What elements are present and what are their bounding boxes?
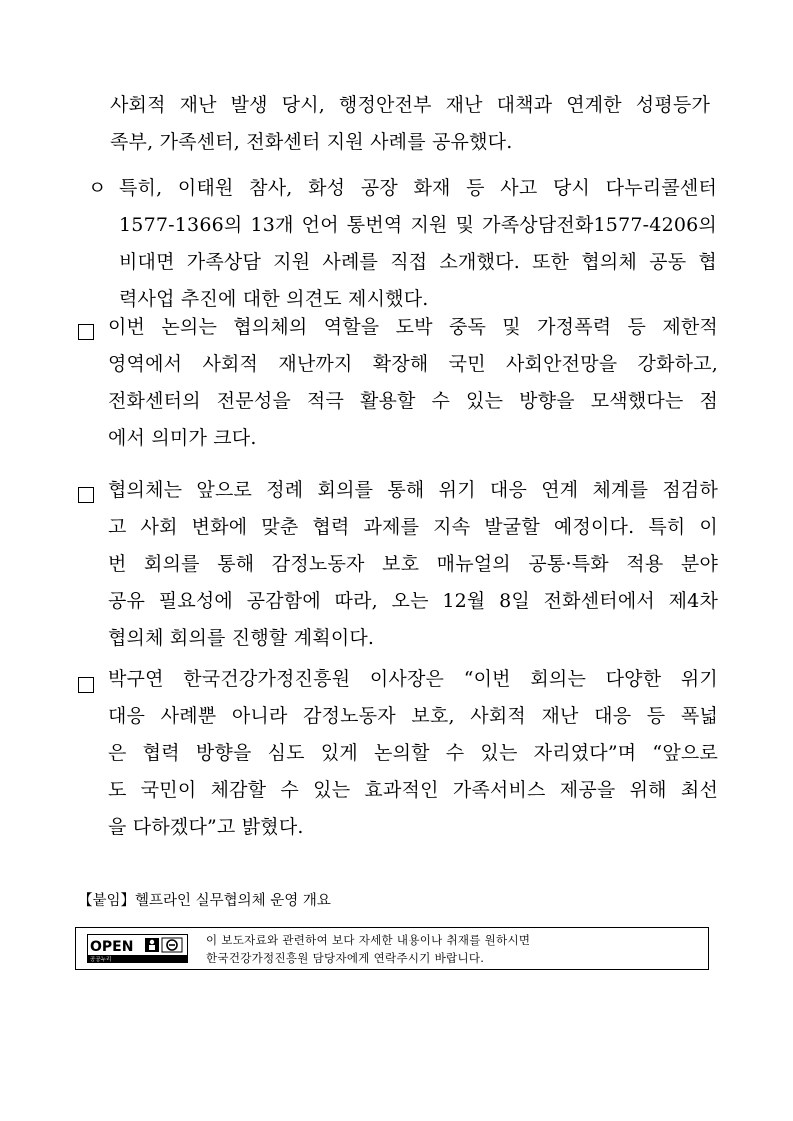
paragraph-continuation <box>110 87 710 161</box>
notice-text <box>206 931 530 967</box>
checkbox-square-marker <box>78 669 94 706</box>
text-line: 에서 의미가 크다. <box>108 427 257 449</box>
paragraph-future-plans <box>108 472 718 657</box>
paragraph-chairman-quote <box>108 661 718 846</box>
notice-line: 한국건강가정진흥원 담당자에게 연락주시기 바랍니다. <box>206 951 485 965</box>
text-line: 도 국민이 체감할 수 있는 효과적인 가족서비스 제공을 위해 최선 <box>108 779 718 801</box>
logo-subtext: 공공누리 <box>90 957 112 963</box>
text-line: 고 사회 변화에 맞춘 협력 과제를 지속 발굴할 예정이다. 특히 이 <box>108 516 718 538</box>
paragraph-significance <box>108 309 718 457</box>
text-line: 사회적 재난 발생 당시, 행정안전부 재난 대책과 연계한 성평등가 <box>110 94 710 116</box>
text-line: 협의체 회의를 진행할 계획이다. <box>108 627 375 649</box>
text-line: 영역에서 사회적 재난까지 확장해 국민 사회안전망을 강화하고, <box>108 353 718 375</box>
kogl-open-license-logo <box>87 934 188 963</box>
text-line: 족부, 가족센터, 전화센터 지원 사례를 공유했다. <box>110 131 513 153</box>
checkbox-square-marker <box>78 316 94 353</box>
checkbox-square-marker <box>78 479 94 516</box>
text-line: 번 회의를 통해 감정노동자 보호 매뉴얼의 공통·특화 적용 분야 <box>108 553 718 575</box>
text-line: 이번 논의는 협의체의 역할을 도박 중독 및 가정폭력 등 제한적 <box>108 316 718 338</box>
circle-bullet-marker: ㅇ <box>88 177 107 199</box>
logo-text: OPEN <box>90 939 134 955</box>
text-line: 비대면 가족상담 지원 사례를 직접 소개했다. 또한 협의체 공동 협 <box>119 251 717 273</box>
text-line: 은 협력 방향을 심도 있게 논의할 수 있는 자리였다”며 “앞으로 <box>108 742 718 764</box>
text-line: 전화센터의 전문성을 적극 활용할 수 있는 방향을 모색했다는 점 <box>108 390 718 412</box>
paragraph-incident-support <box>119 170 717 318</box>
text-line: 을 다하겠다”고 밝혔다. <box>108 816 304 838</box>
attachment-label: 【붙임】헬프라인 실무협의체 운영 개요 <box>78 893 331 909</box>
text-line: 1577-1366의 13개 언어 통번역 지원 및 가족상담전화1577-4206의 <box>119 214 717 236</box>
text-line: 박구연 한국건강가정진흥원 이사장은 “이번 회의는 다양한 위기 <box>108 668 718 690</box>
text-line: 협의체는 앞으로 정례 회의를 통해 위기 대응 연계 체계를 점검하 <box>108 479 718 501</box>
notice-line: 이 보도자료와 관련하여 보다 자세한 내용이나 취재를 원하시면 <box>206 933 531 947</box>
text-line: 력사업 추진에 대한 의견도 제시했다. <box>119 288 429 310</box>
text-line: 대응 사례뿐 아니라 감정노동자 보호, 사회적 재난 대응 등 폭넓 <box>108 705 718 727</box>
text-line: 공유 필요성에 공감함에 따라, 오는 12월 8일 전화센터에서 제4차 <box>108 590 718 612</box>
text-line: 특히, 이태원 참사, 화성 공장 화재 등 사고 당시 다누리콜센터 <box>119 177 717 199</box>
press-contact-notice <box>75 927 709 970</box>
